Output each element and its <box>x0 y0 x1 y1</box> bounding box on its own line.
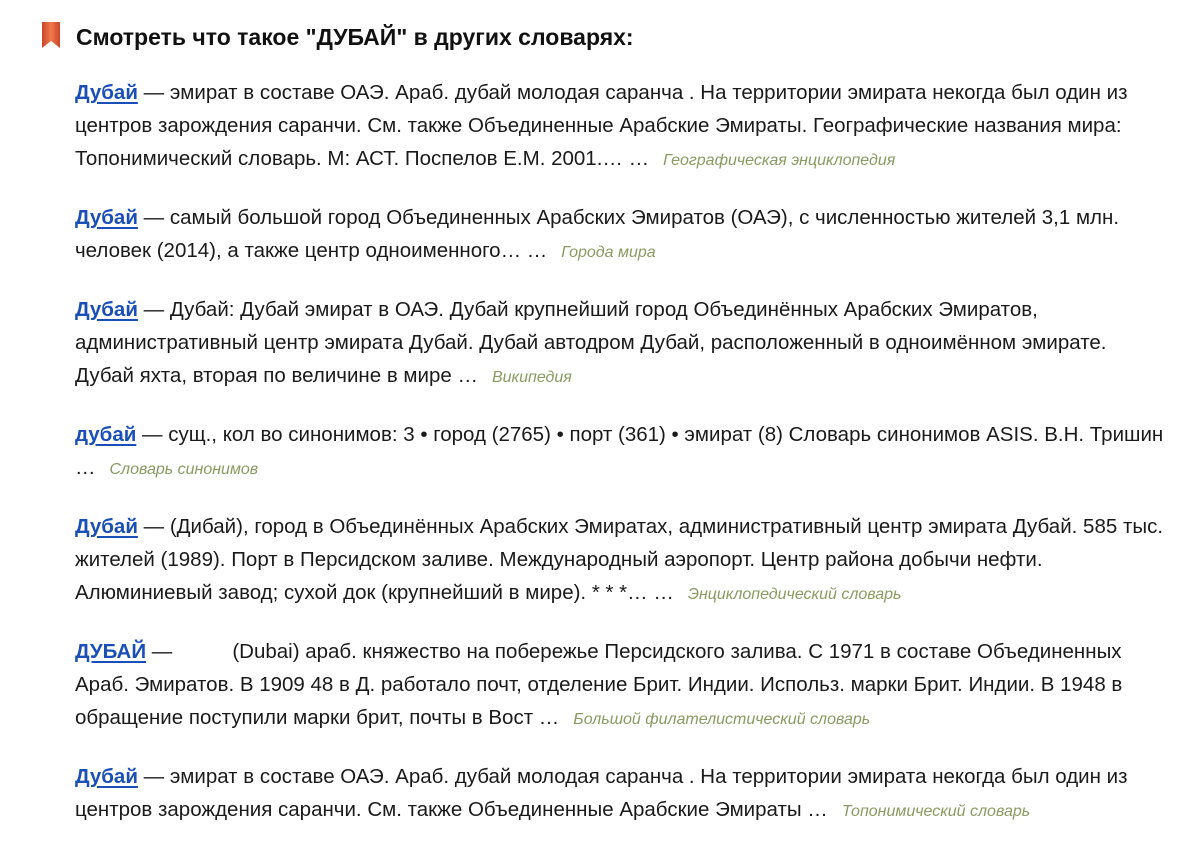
dictionary-entry <box>75 760 1170 828</box>
entry-term-link[interactable]: Дубай <box>75 765 138 788</box>
entry-term-link[interactable]: Дубай <box>75 298 138 321</box>
dictionary-entries <box>75 76 1170 852</box>
entry-text: эмират в составе ОАЭ. Араб. дубай молодая саранча . На территории эмирата некогда был один из центров зарождения саранчи. См. также Объединенные Арабские Эмираты … <box>75 765 1128 821</box>
dictionary-entry <box>75 293 1170 394</box>
dictionary-entry <box>75 76 1170 177</box>
entry-text: эмират в составе ОАЭ. Араб. дубай молодая саранча . На территории эмирата некогда был один из центров зарождения саранчи. См. также Объединенные Арабские Эмираты. Географические названия мира: Топонимический словарь. М: АСТ. Поспелов Е.М. 2001.… … <box>75 81 1128 170</box>
entry-dash: — <box>137 81 170 104</box>
dictionary-entry <box>75 510 1170 611</box>
dictionary-entry <box>75 418 1170 486</box>
entry-dash: — <box>137 515 170 538</box>
entry-dash: — <box>137 298 170 321</box>
entry-source-link[interactable]: Википедия <box>491 369 572 386</box>
entry-dash: — <box>136 423 169 446</box>
dictionary-entry <box>75 635 1170 736</box>
entry-dash: — <box>137 765 170 788</box>
dictionary-entry <box>75 201 1170 269</box>
entry-dash: — <box>137 206 170 229</box>
entry-source-link[interactable]: Большой филателистический словарь <box>573 711 871 728</box>
entry-source-link[interactable]: Топонимический словарь <box>841 803 1031 820</box>
entry-term-link[interactable]: Дубай <box>75 515 138 538</box>
entry-term-link[interactable]: дубай <box>75 423 137 446</box>
entry-source-link[interactable]: Энциклопедический словарь <box>687 586 902 603</box>
section-title: Смотреть что такое "ДУБАЙ" в других словарях: <box>76 24 634 50</box>
entry-source-link[interactable]: Города мира <box>561 244 656 261</box>
entry-text: сущ., кол во синонимов: 3 • город (2765) • порт (361) • эмират (8) Словарь синонимов ASIS. В.Н. Тришин … <box>75 423 1164 479</box>
entry-term-link[interactable]: ДУБАЙ <box>75 640 147 663</box>
entry-source-link[interactable]: Словарь синонимов <box>109 461 259 478</box>
entry-text: самый большой город Объединенных Арабских Эмиратов (ОАЭ), с численностью жителей 3,1 млн. человек (2014), а также центр одноименного… … <box>75 206 1120 262</box>
entry-text: (Дибай), город в Объединённых Арабских Эмиратах, административный центр эмирата Дубай. 585 тыс. жителей (1989). Порт в Персидском заливе. Международный аэропорт. Центр района добычи нефти. Алюминиевый завод; сухой док (крупнейший в мире). * * *… … <box>75 515 1164 604</box>
entry-source-link[interactable]: Географическая энциклопедия <box>663 152 896 169</box>
entry-text: (Dubai) араб. княжество на побережье Персидского залива. С 1971 в составе Объединенных Араб. Эмиратов. В 1909 48 в Д. работало почт, отделение Брит. Индии. Использ. марки Брит. Индии. В 1948 в обращение поступили марки брит, почты в Вост … <box>75 640 1123 729</box>
bookmark-icon <box>40 22 62 48</box>
entry-term-link[interactable]: Дубай <box>75 206 138 229</box>
entry-dash: — <box>146 640 173 663</box>
entry-term-link[interactable]: Дубай <box>75 81 138 104</box>
entry-text: Дубай: Дубай эмират в ОАЭ. Дубай крупнейший город Объединённых Арабских Эмиратов, административный центр эмирата Дубай. Дубай автодром Дубай, расположенный в одноимённом эмирате. Дубай яхта, вторая по величине в мире … <box>75 298 1107 387</box>
